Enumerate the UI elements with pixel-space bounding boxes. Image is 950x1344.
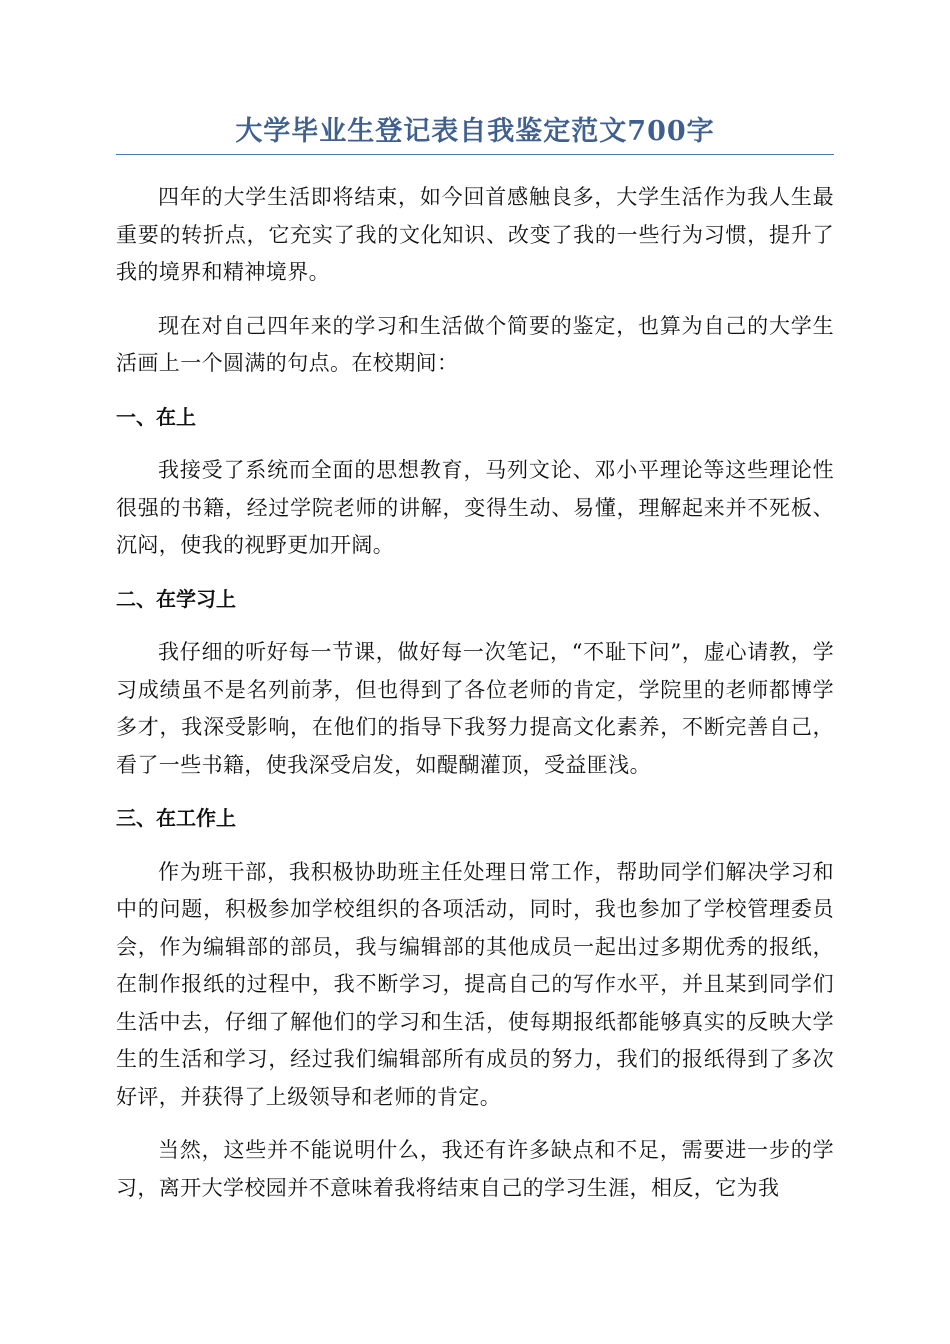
paragraph-study: 我仔细的听好每一节课，做好每一次笔记，“不耻下问”，虚心请教，学习成绩虽不是名列前茅，但也得到了各位老师的肯定，学院里的老师都博学多才，我深受影响，在他们的指导下我努力提高文化素养，不断完善自己，看了一些书籍，使我深受启发，如醍醐灌顶，受益匪浅。: [116, 640, 834, 777]
paragraph-summary: 现在对自己四年来的学习和生活做个简要的鉴定，也算为自己的大学生活画上一个圆满的句点。在校期间：: [116, 313, 834, 375]
document-page: [116, 112, 834, 1223]
paragraph-work: 作为班干部，我积极协助班主任处理日常工作，帮助同学们解决学习和中的问题，积极参加学校组织的各项活动，同时，我也参加了学校管理委员会，作为编辑部的部员，我与编辑部的其他成员一起出过多期优秀的报纸，在制作报纸的过程中，我不断学习，提高自己的写作水平，并且某到同学们生活中去，仔细了解他们的学习和生活，使每期报纸都能够真实的反映大学生的生活和学习，经过我们编辑部所有成员的努力，我们的报纸得到了多次好评，并获得了上级领导和老师的肯定。: [116, 859, 834, 1109]
section-heading-1: 一、在上: [116, 404, 196, 429]
paragraph-intro: 四年的大学生活即将结束，如今回首感触良多，大学生活作为我人生最重要的转折点，它充实了我的文化知识、改变了我的一些行为习惯，提升了我的境界和精神境界。: [116, 185, 834, 284]
document-title: 大学毕业生登记表自我鉴定范文700字: [235, 116, 715, 147]
section-heading-3: 三、在工作上: [116, 806, 236, 830]
paragraph-conclusion: 当然，这些并不能说明什么，我还有许多缺点和不足，需要进一步的学习，离开大学校园并不意味着我将结束自己的学习生涯，相反，它为我: [116, 1138, 834, 1200]
section-heading-2: 二、在学习上: [116, 586, 236, 611]
paragraph-ideology: 我接受了系统而全面的思想教育，马列文论、邓小平理论等这些理论性很强的书籍，经过学院老师的讲解，变得生动、易懂，理解起来并不死板、沉闷，使我的视野更加开阔。: [116, 458, 834, 557]
title-underline: [116, 154, 834, 155]
